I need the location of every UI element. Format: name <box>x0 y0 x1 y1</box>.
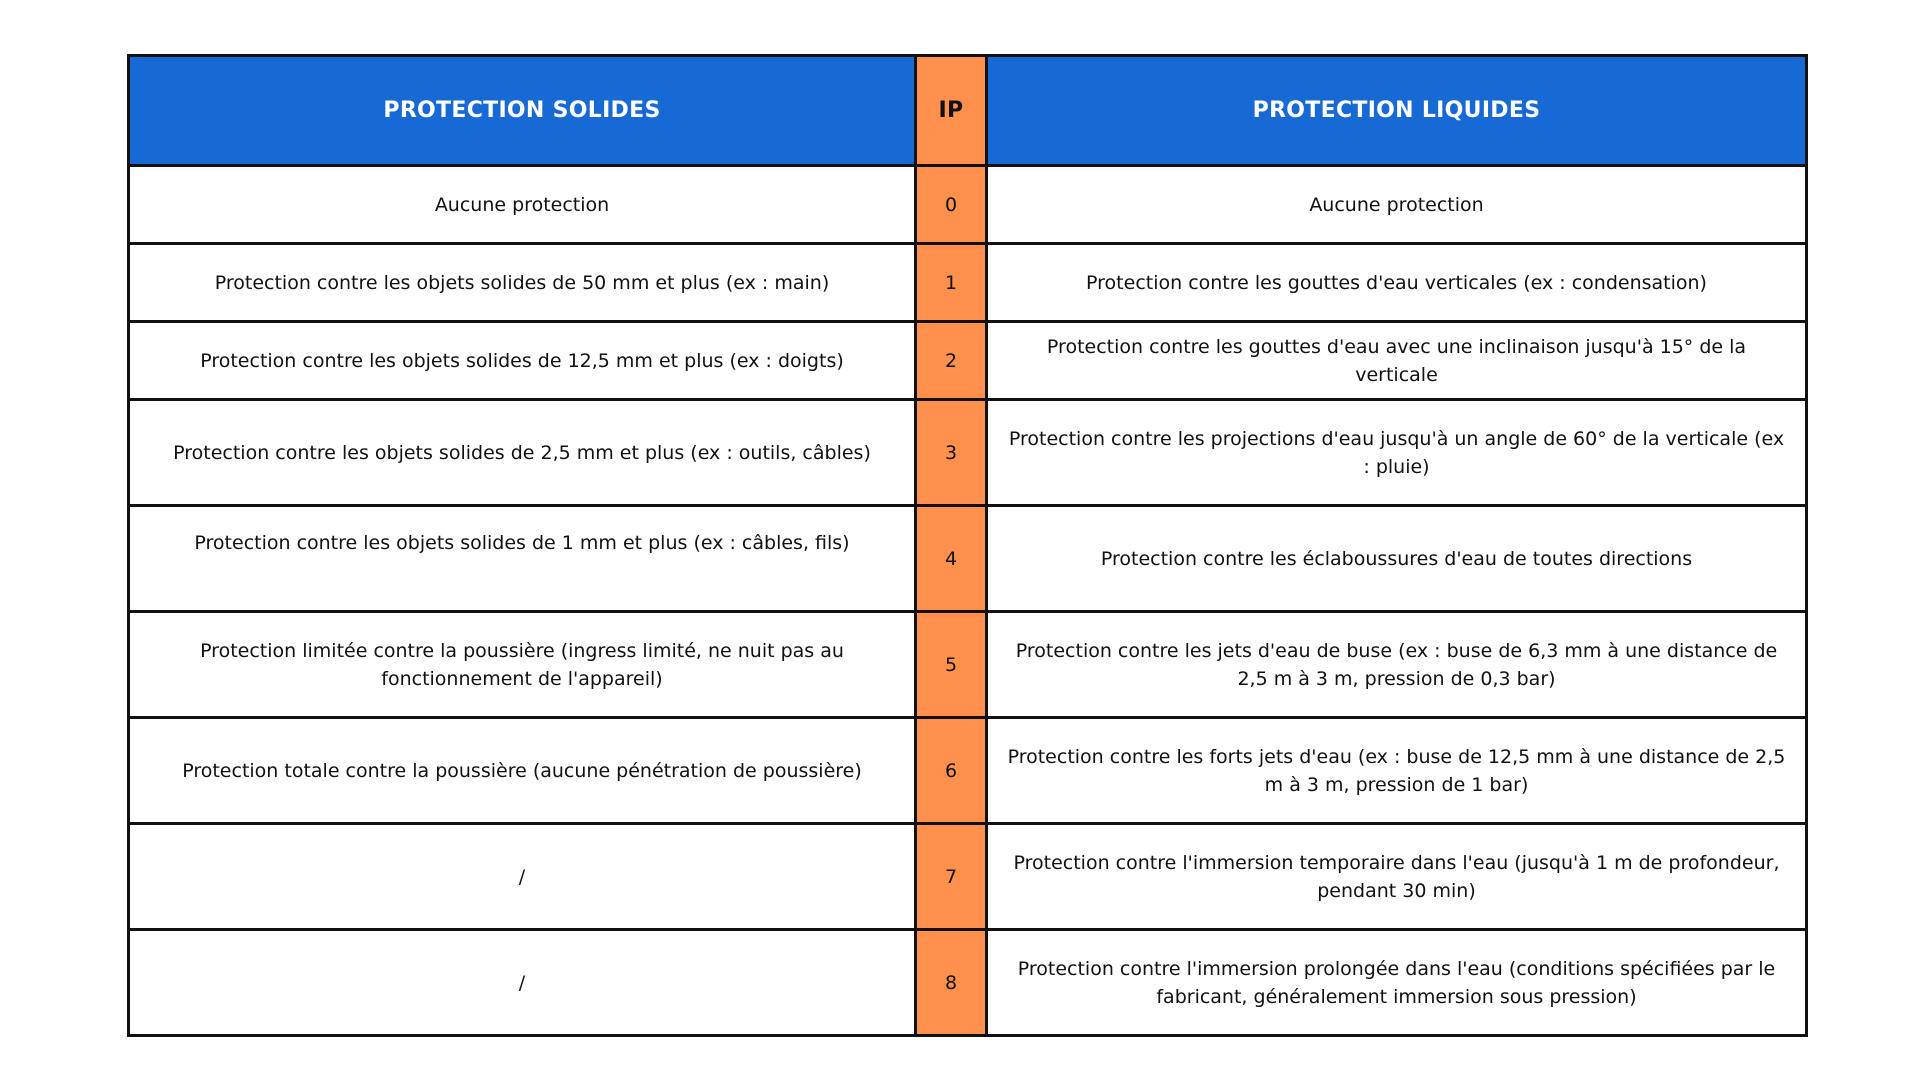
cell-solids: Protection contre les objets solides de 12,5 mm et plus (ex : doigts) <box>129 322 916 400</box>
cell-ip: 4 <box>916 506 987 612</box>
cell-solids: Protection totale contre la poussière (aucune pénétration de poussière) <box>129 718 916 824</box>
table-body <box>129 166 1807 1036</box>
table-row-ip-5 <box>129 612 1807 718</box>
cell-solids: Aucune protection <box>129 166 916 244</box>
cell-liquids: Aucune protection <box>987 166 1807 244</box>
cell-liquids: Protection contre les gouttes d'eau verticales (ex : condensation) <box>987 244 1807 322</box>
cell-ip: 2 <box>916 322 987 400</box>
cell-liquids: Protection contre les jets d'eau de buse (ex : buse de 6,3 mm à une distance de 2,5 m à 3 m, pression de 0,3 bar) <box>987 612 1807 718</box>
header-liquids: PROTECTION LIQUIDES <box>987 56 1807 166</box>
cell-ip: 0 <box>916 166 987 244</box>
cell-ip: 6 <box>916 718 987 824</box>
cell-liquids: Protection contre l'immersion prolongée dans l'eau (conditions spécifiées par le fabricant, généralement immersion sous pression) <box>987 930 1807 1036</box>
cell-ip: 7 <box>916 824 987 930</box>
cell-ip: 3 <box>916 400 987 506</box>
cell-liquids: Protection contre les forts jets d'eau (ex : buse de 12,5 mm à une distance de 2,5 m à 3 m, pression de 1 bar) <box>987 718 1807 824</box>
cell-solids: Protection limitée contre la poussière (ingress limité, ne nuit pas au fonctionnement de l'appareil) <box>129 612 916 718</box>
cell-liquids: Protection contre les projections d'eau jusqu'à un angle de 60° de la verticale (ex : pluie) <box>987 400 1807 506</box>
table-row-ip-1 <box>129 244 1807 322</box>
cell-liquids: Protection contre l'immersion temporaire dans l'eau (jusqu'à 1 m de profondeur, pendant 30 min) <box>987 824 1807 930</box>
header-ip: IP <box>916 56 987 166</box>
table-header <box>129 56 1807 166</box>
table-row-ip-6 <box>129 718 1807 824</box>
table-row-ip-3 <box>129 400 1807 506</box>
header-solids: PROTECTION SOLIDES <box>129 56 916 166</box>
cell-solids: / <box>129 824 916 930</box>
cell-ip: 8 <box>916 930 987 1036</box>
header-row <box>129 56 1807 166</box>
ip-protection-table <box>127 54 1808 1037</box>
cell-solids: Protection contre les objets solides de 50 mm et plus (ex : main) <box>129 244 916 322</box>
table-row-ip-2 <box>129 322 1807 400</box>
table-row-ip-4 <box>129 506 1807 612</box>
cell-ip: 5 <box>916 612 987 718</box>
cell-liquids: Protection contre les gouttes d'eau avec une inclinaison jusqu'à 15° de la verticale <box>987 322 1807 400</box>
table-row-ip-8 <box>129 930 1807 1036</box>
cell-solids: / <box>129 930 916 1036</box>
table-row-ip-0 <box>129 166 1807 244</box>
cell-solids: Protection contre les objets solides de 1 mm et plus (ex : câbles, fils) <box>129 506 916 612</box>
table-row-ip-7 <box>129 824 1807 930</box>
cell-solids: Protection contre les objets solides de 2,5 mm et plus (ex : outils, câbles) <box>129 400 916 506</box>
cell-liquids: Protection contre les éclaboussures d'eau de toutes directions <box>987 506 1807 612</box>
cell-ip: 1 <box>916 244 987 322</box>
